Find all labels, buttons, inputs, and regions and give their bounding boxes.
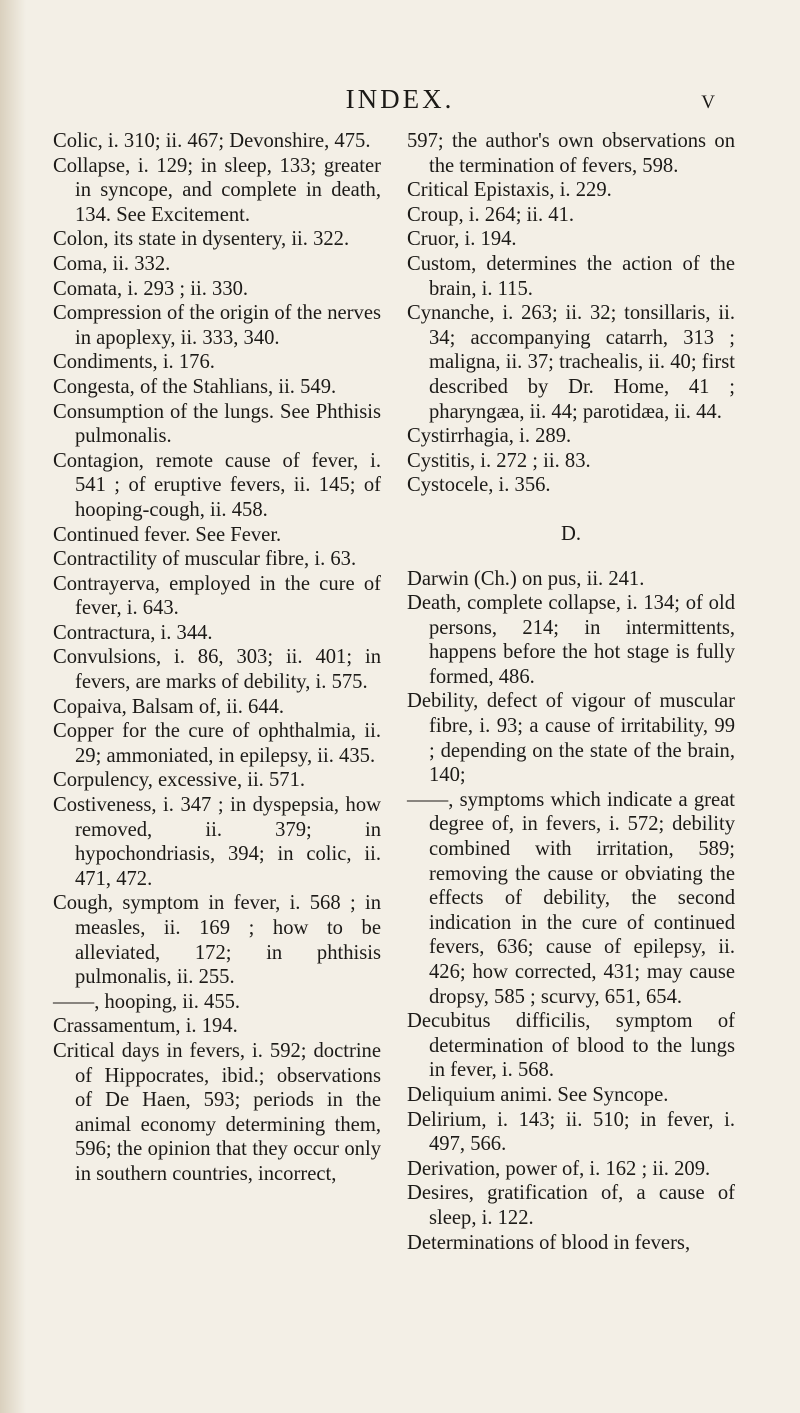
index-entry-custom: Custom, determines the action of the brain, i. 115. — [407, 252, 735, 300]
index-entry-cystirrhagia: Cystirrhagia, i. 289. — [407, 425, 572, 448]
index-entry-critical-epistaxis: Critical Epistaxis, i. 229. — [407, 179, 612, 202]
right-column — [407, 129, 735, 1255]
running-title: INDEX. — [345, 84, 455, 114]
index-entry-deliquium: Deliquium animi. See Syncope. — [407, 1083, 669, 1106]
index-entry-convulsions: Convulsions, i. 86, 303; ii. 401; in fevers, are marks of debility, i. 575. — [53, 646, 381, 694]
index-entry-darwin: Darwin (Ch.) on pus, ii. 241. — [407, 567, 645, 590]
index-entry-cystitis: Cystitis, i. 272 ; ii. 83. — [407, 449, 591, 472]
index-entry-cynanche: Cynanche, i. 263; ii. 32; tonsillaris, ii. 34; accompanying catarrh, 313 ; maligna, ii. 37; trachealis, ii. 40; first described by Dr. Home, 41 ; pharyngæa, ii. 44; parotidæa, ii. 44. — [407, 302, 735, 423]
index-entry-cystocele: Cystocele, i. 356. — [407, 474, 551, 497]
index-entry-condiments: Condiments, i. 176. — [53, 351, 215, 374]
index-entry-debility: Debility, defect of vigour of muscular fibre, i. 93; a cause of irritability, 99 ; depending on the state of the brain, 140; — [407, 690, 735, 787]
index-entry-hooping: ——, hooping, ii. 455. — [53, 990, 241, 1013]
index-entry-contractility: Contractility of muscular fibre, i. 63. — [53, 548, 357, 571]
index-entry-death: Death, complete collapse, i. 134; of old persons, 214; in intermittents, happens before the hot stage is fully formed, 486. — [407, 592, 735, 688]
index-entry-colic: Colic, i. 310; ii. 467; Devonshire, 475. — [53, 130, 371, 152]
index-entry-desires: Desires, gratification of, a cause of sleep, i. 122. — [407, 1182, 735, 1229]
index-entry-corpulency: Corpulency, excessive, ii. 571. — [53, 769, 306, 792]
index-entry-congesta: Congesta, of the Stahlians, ii. 549. — [53, 375, 337, 398]
section-heading-d: D. — [560, 522, 582, 545]
page-number: V — [701, 92, 715, 113]
index-entry-collapse: Collapse, i. 129; in sleep, 133; greater in syncope, and complete in death, 134. See Excitement. — [53, 154, 381, 226]
index-entry-contrayerva: Contrayerva, employed in the cure of fever, i. 643. — [53, 572, 381, 620]
index-entry-consumption: Consumption of the lungs. See Phthisis pulmonalis. — [53, 400, 381, 448]
index-entry-copper: Copper for the cure of ophthalmia, ii. 29; ammoniated, in epilepsy, ii. 435. — [53, 720, 381, 767]
page-edge — [0, 0, 26, 1413]
index-entry-critical-days: Critical days in fevers, i. 592; doctrine of Hippocrates, ibid.; observations of De Haen, 593; periods in the animal economy determining them, 596; the opinion that they occur only in southern countries, incorrect, — [53, 1039, 381, 1185]
index-entry-delirium: Delirium, i. 143; ii. 510; in fever, i. 497, 566. — [407, 1108, 735, 1156]
index-entry-determinations: Determinations of blood in fevers, — [407, 1231, 691, 1254]
index-entry-cough: Cough, symptom in fever, i. 568 ; in measles, ii. 169 ; how to be alleviated, 172; in phthisis pulmonalis, ii. 255. — [53, 892, 381, 989]
index-entry-contractura: Contractura, i. 344. — [53, 621, 213, 644]
index-entry-croup: Croup, i. 264; ii. 41. — [407, 203, 575, 226]
left-column — [53, 129, 381, 1187]
index-entry-contagion: Contagion, remote cause of fever, i. 541 ; of eruptive fevers, ii. 145; of hooping-cough, ii. 458. — [53, 449, 381, 521]
index-entry-copaiva: Copaiva, Balsam of, ii. 644. — [53, 695, 285, 718]
index-entry-derivation: Derivation, power of, i. 162 ; ii. 209. — [407, 1157, 711, 1180]
page-header — [0, 84, 800, 124]
index-entry-decubitus: Decubitus difficilis, symptom of determination of blood to the lungs in fever, i. 568. — [407, 1010, 735, 1082]
index-entry-costiveness: Costiveness, i. 347 ; in dyspepsia, how removed, ii. 379; in hypochondriasis, 394; in colic, ii. 471, 472. — [53, 794, 381, 890]
index-entry-debility-symptoms: ——, symptoms which indicate a great degree of, in fevers, i. 572; debility combined with irritation, 589; removing the cause or obviating the effects of debility, the second indication in the cure of continued fevers, 636; cause of epilepsy, ii. 426; how corrected, 431; may cause dropsy, 585 ; scurvy, 651, 654. — [407, 788, 735, 1008]
index-entry-coma: Coma, ii. 332. — [53, 252, 171, 275]
index-entry-compression: Compression of the origin of the nerves in apoplexy, ii. 333, 340. — [53, 302, 381, 349]
index-entry-colon: Colon, its state in dysentery, ii. 322. — [53, 228, 350, 251]
index-entry-comata: Comata, i. 293 ; ii. 330. — [53, 277, 249, 300]
index-entry-continuation: 597; the author's own observations on the termination of fevers, 598. — [407, 130, 735, 177]
index-entry-cruor: Cruor, i. 194. — [407, 228, 517, 251]
index-entry-crassamentum: Crassamentum, i. 194. — [53, 1015, 238, 1038]
index-entry-continued-fever: Continued fever. See Fever. — [53, 523, 282, 546]
